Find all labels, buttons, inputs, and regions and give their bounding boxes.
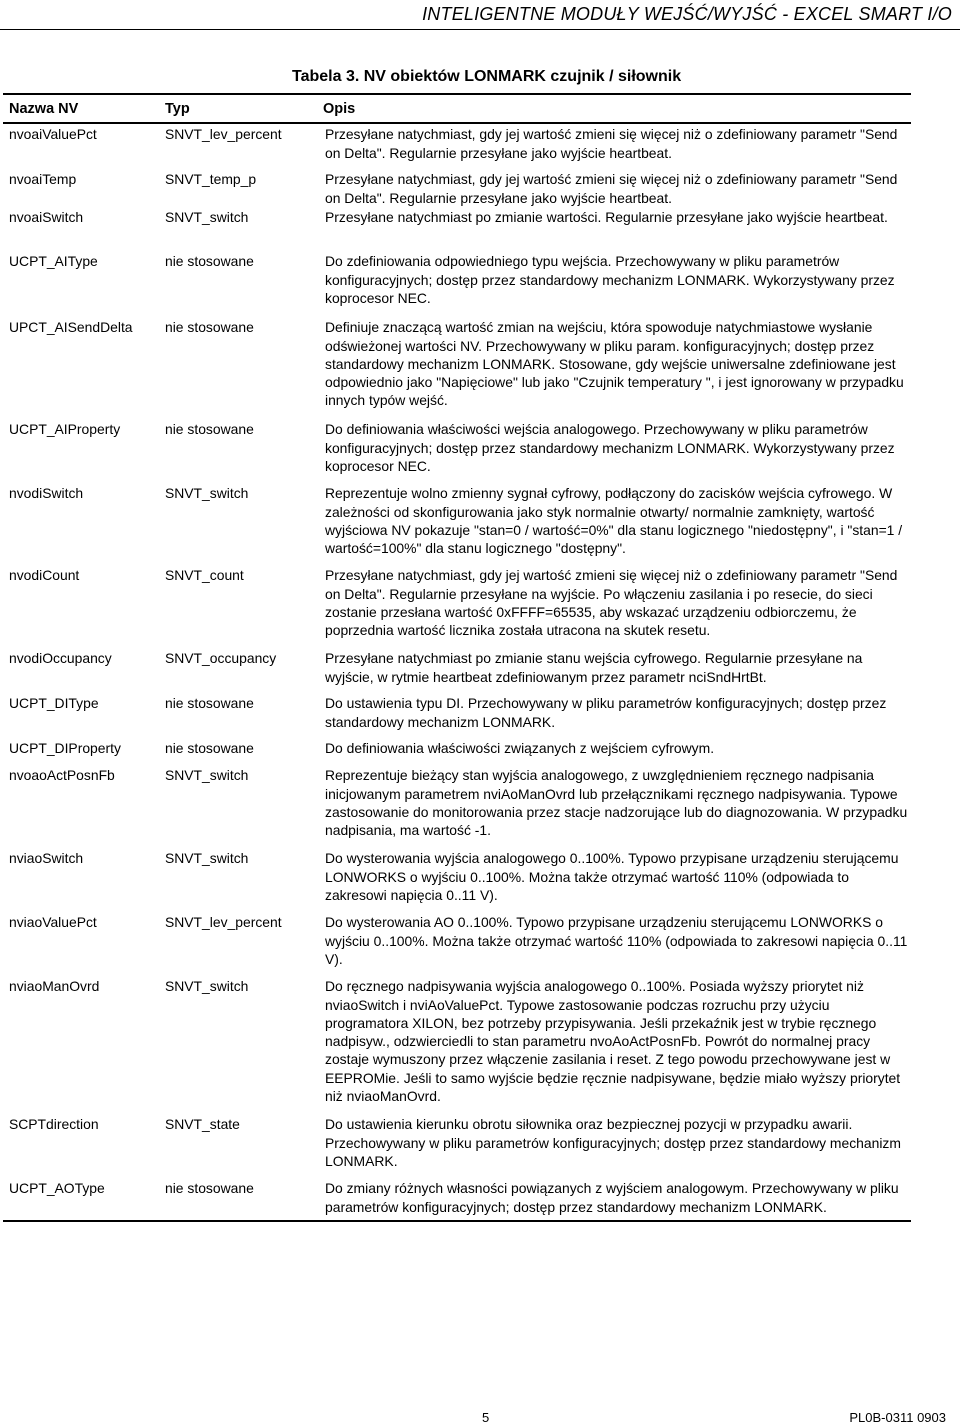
nv-name: UCPT_AOType — [3, 1178, 159, 1221]
table-row — [3, 693, 911, 738]
nv-description: Do ręcznego nadpisywania wyjścia analogowego 0..100%. Posiada wyższy priorytet niż nviaoSwitch i nviAoValuePct. Typowe zastosowanie podczas rozruchu przy użyciu programatora XILON, bez potrzeby przypisywania. Jeśli przekaźnik jest w trybie ręcznego nadpisyw., odzwierciedli to stan parametru nvoAoActPosnFb. Powrót do normalnej pracy zostaje wymuszony przez włączenie zasilania i reset. Z tego powodu przechowywane jest w EEPROMie. Jeśli to samo wyjście będzie ręcznie nadpisywane, będzie miało wyższy priorytet niż nviaoManOvrd. — [325, 978, 901, 1105]
nv-description: Do wysterowania AO 0..100%. Typowo przypisane urządzeniu sterującemu LONWORKS o wyjściu 0..100%. Można także otrzymać wartość 110% (odpowiada to zakresowi napięcia 0..11 V). — [325, 914, 908, 967]
nv-name: nvodiSwitch — [9, 485, 84, 502]
table-row — [3, 419, 911, 483]
nv-name: nviaoManOvrd — [9, 978, 100, 995]
nv-type: SNVT_lev_percent — [165, 914, 282, 931]
nv-type: SNVT_switch — [165, 767, 249, 784]
table-row — [3, 648, 911, 693]
nv-type: nie stosowane — [165, 695, 254, 712]
nv-name: nvoaiSwitch — [9, 209, 84, 226]
nv-type: nie stosowane — [165, 253, 254, 270]
table-row — [3, 912, 911, 976]
nv-name: nviaoSwitch — [9, 850, 84, 867]
nv-type: nie stosowane — [165, 421, 254, 438]
nv-description: Do definiowania właściwości związanych z wejściem cyfrowym. — [325, 740, 715, 757]
document-header: INTELIGENTNE MODUŁY WEJŚĆ/WYJŚĆ - EXCEL SMART I/O — [422, 4, 952, 24]
nv-type: nie stosowane — [159, 1178, 317, 1221]
table-row — [3, 1114, 911, 1178]
table-header-row — [3, 94, 911, 123]
nv-name: nvoaiValuePct — [9, 126, 97, 143]
nv-description: Przesyłane natychmiast, gdy jej wartość zmieni się więcej niż o zdefiniowany parametr "Send on Delta". Regularnie przesyłane jako wyjście heartbeat. — [325, 171, 898, 206]
nv-description: Do ustawienia kierunku obrotu siłownika oraz bezpiecznej pozycji w przypadku awarii. Przechowywany w pliku parametrów konfiguracyjnych; dostęp przez standardowy mechanizm LONMARK. — [325, 1116, 901, 1169]
nv-name: UCPT_AIProperty — [9, 421, 121, 438]
nv-name: UPCT_AISendDelta — [9, 319, 133, 336]
table-row — [3, 765, 911, 848]
nv-description: Do wysterowania wyjścia analogowego 0..100%. Typowo przypisane urządzeniu sterującemu LONWORKS o wyjściu 0..100%. Można także otrzymać wartość 110% (odpowiada to zakresowi napięcia 0..11 V). — [325, 850, 899, 903]
document-code: PL0B-0311 0903 — [849, 1410, 946, 1425]
column-header-description: Opis — [317, 94, 911, 123]
nv-description: Do definiowania właściwości wejścia analogowego. Przechowywany w pliku parametrów konfiguracyjnych; dostęp przez standardowy mechanizm LONMARK. Wykorzystywany przez koprocesor NEC. — [325, 421, 895, 474]
nv-name: nvoaiTemp — [9, 171, 77, 188]
nv-description: Definiuje znaczącą wartość zmian na wejściu, która spowoduje natychmiastowe wysłanie odświeżonej wartości NV. Przechowywany w pliku param. konfiguracyjnych; dostęp przez standardowy mechanizm LONMARK. Stosowane, gdy wejście uniwersalne zdefiniowane jest odpowiednio jako "Napięciowe" lub jako "Czujnik temperatury ", i jest ignorowany w przypadku innych typów wejść. — [325, 319, 904, 409]
nv-type: SNVT_occupancy — [165, 650, 277, 667]
table-caption: Tabela 3. NV obiektów LONMARK czujnik / siłownik — [292, 68, 682, 85]
table-row — [3, 207, 911, 251]
nv-description: Do ustawienia typu DI. Przechowywany w pliku parametrów konfiguracyjnych; dostęp przez standardowy mechanizm LONMARK. — [325, 695, 887, 730]
nv-type: SNVT_switch — [165, 485, 249, 502]
table-row — [3, 848, 911, 912]
nv-description: Reprezentuje bieżący stan wyjścia analogowego, z uwzględnieniem ręcznego nadpisania inicjowanym parametrem nviAoManOvrd lub przełącznikami ręcznego nadpisywania. Typowe zastosowanie do monitorowania przez stacje nadzorujące lub do diagnozowania. W przypadku nadpisania, ma wartość -1. — [325, 767, 908, 839]
table-row — [3, 317, 911, 419]
nv-name: nvodiOccupancy — [9, 650, 112, 667]
header-rule — [0, 29, 960, 30]
table-row — [3, 738, 911, 765]
nv-name: nvoaoActPosnFb — [9, 767, 115, 784]
nv-type: nie stosowane — [165, 740, 254, 757]
nv-type: SNVT_lev_percent — [165, 126, 282, 143]
nv-name: UCPT_DIType — [9, 695, 99, 712]
page-number: 5 — [482, 1410, 490, 1425]
table-row — [3, 976, 911, 1114]
nv-type: SNVT_switch — [165, 850, 249, 867]
nv-type: SNVT_switch — [165, 978, 249, 995]
nv-type: SNVT_temp_p — [165, 171, 257, 188]
table-row — [3, 1178, 911, 1221]
nv-description: Przesyłane natychmiast po zmianie stanu wejścia cyfrowego. Regularnie przesyłane na wyjście, w rytmie heartbeat zdefiniowanym przez parametr nciSndHrtBt. — [325, 650, 863, 685]
nv-type: SNVT_count — [165, 567, 244, 584]
nv-name: nvodiCount — [9, 567, 80, 584]
table-row — [3, 565, 911, 648]
nv-description: Do zdefiniowania odpowiedniego typu wejścia. Przechowywany w pliku parametrów konfiguracyjnych; dostęp przez standardowy mechanizm LONMARK. Wykorzystywany przez koprocesor NEC. — [325, 253, 895, 306]
nv-name: nviaoValuePct — [9, 914, 97, 931]
nv-description: Przesyłane natychmiast po zmianie wartości. Regularnie przesyłane jako wyjście heartbeat. — [325, 209, 888, 226]
nv-description: Do zmiany różnych własności powiązanych z wyjściem analogowym. Przechowywany w pliku parametrów konfiguracyjnych; dostęp przez standardowy mechanizm LONMARK. — [317, 1178, 911, 1221]
nv-description: Przesyłane natychmiast, gdy jej wartość zmieni się więcej niż o zdefiniowany parametr "Send on Delta". Regularnie przesyłane na wyjście. Po włączeniu zasilania i po resecie, do sieci zostanie przesłana wartość 0xFFFF=65535, aby wskazać urządzeniu odbiorczemu, że poprzednia wartość licznika została utracona na skutek resetu. — [325, 567, 898, 639]
table-row — [3, 483, 911, 565]
table-row — [3, 123, 911, 169]
nv-objects-table — [3, 93, 911, 1222]
table-row — [3, 251, 911, 317]
nv-description: Reprezentuje wolno zmienny sygnał cyfrowy, podłączony do zacisków wejścia cyfrowego. W zależności od skonfigurowania jako styk normalnie otwarty/ normalnie zamknięty, wartość wyjściowa NV pokazuje "stan=0 / wartość=0%" dla stanu logicznego "niedostępny", i "stan=1 / wartość=100%" dla stanu logicznego "dostępny". — [325, 485, 903, 557]
nv-type: SNVT_switch — [165, 209, 249, 226]
nv-name: UCPT_DIProperty — [9, 740, 121, 757]
nv-name: UCPT_AIType — [9, 253, 98, 270]
nv-description: Przesyłane natychmiast, gdy jej wartość zmieni się więcej niż o zdefiniowany parametr "Send on Delta". Regularnie przesyłane jako wyjście heartbeat. — [325, 126, 898, 161]
table-row — [3, 169, 911, 207]
nv-type: SNVT_state — [165, 1116, 240, 1133]
column-header-name: Nazwa NV — [3, 94, 159, 123]
nv-name: SCPTdirection — [9, 1116, 99, 1133]
column-header-type: Typ — [159, 94, 317, 123]
nv-type: nie stosowane — [165, 319, 254, 336]
